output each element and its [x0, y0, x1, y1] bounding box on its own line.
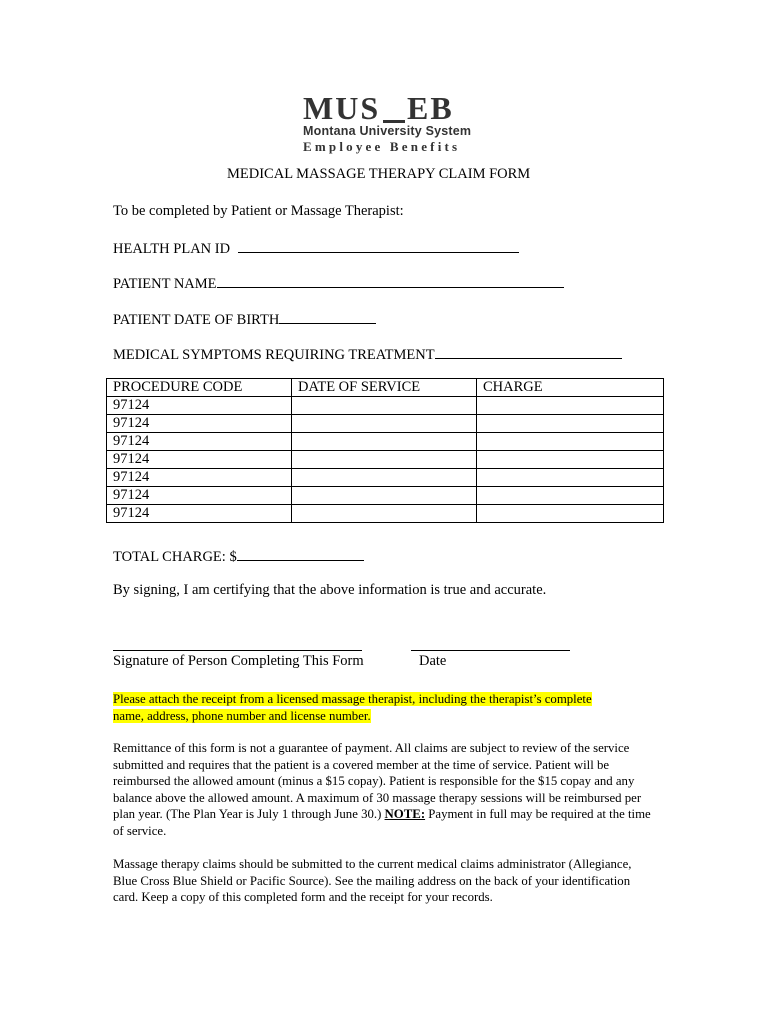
header-charge: CHARGE [477, 379, 664, 397]
procedure-code-cell: 97124 [107, 451, 292, 469]
date-of-service-cell[interactable] [292, 433, 477, 451]
table-row [107, 469, 664, 487]
date-of-service-cell[interactable] [292, 505, 477, 523]
logo-underscore [383, 120, 405, 123]
table-row [107, 451, 664, 469]
patient-name-label: PATIENT NAME [113, 276, 217, 292]
date-of-service-cell[interactable] [292, 487, 477, 505]
health-plan-id-row [113, 238, 519, 258]
procedure-code-cell: 97124 [107, 469, 292, 487]
date-of-service-cell[interactable] [292, 469, 477, 487]
submission-paragraph: Massage therapy claims should be submitted to the current medical claims administrator (Allegiance, Blue Cross Blue Shield or Pacific Source). See the mailing address on the back of your identification card. Keep a copy of this completed form and the receipt for your records. [113, 857, 632, 904]
health-plan-id-field[interactable] [238, 238, 519, 253]
dob-label: PATIENT DATE OF BIRTH [113, 312, 280, 328]
mus-eb-logo [303, 92, 473, 155]
receipt-notice-line1: Please attach the receipt from a licensed massage therapist, including the therapist’s complete [113, 692, 592, 706]
table-row [107, 397, 664, 415]
total-charge-row [113, 546, 364, 566]
procedure-code-cell: 97124 [107, 505, 292, 523]
remittance-paragraph [113, 740, 658, 839]
health-plan-id-label: HEALTH PLAN ID [113, 241, 231, 257]
charge-cell[interactable] [477, 469, 664, 487]
note-label: NOTE: [384, 807, 426, 821]
total-charge-label: TOTAL CHARGE: $ [113, 549, 237, 565]
charge-cell[interactable] [477, 451, 664, 469]
table-header-row [107, 379, 664, 397]
remittance-text: Remittance of this form is not a guarantee of payment. All claims are subject to review of the service submitted and requires that the patient is a covered member at the time of service. Patient will be reimbursed the allowed amount (minus a $15 copay). Patient is responsible for the $15 copay and any balance above the allowed amount. A maximum of 30 massage therapy sessions will be reimbursed per plan year. (The Plan Year is July 1 through June 30.) [113, 741, 642, 821]
procedure-table [106, 378, 664, 523]
procedure-code-cell: 97124 [107, 487, 292, 505]
table-row [107, 487, 664, 505]
receipt-notice [113, 691, 653, 725]
header-date-of-service: DATE OF SERVICE [292, 379, 477, 397]
patient-name-row [113, 273, 564, 293]
date-of-service-cell[interactable] [292, 415, 477, 433]
table-row [107, 433, 664, 451]
date-label: Date [419, 653, 447, 669]
date-of-service-cell[interactable] [292, 397, 477, 415]
dob-row [113, 309, 376, 329]
dob-field[interactable] [279, 309, 376, 324]
logo-mus-text: MUS [303, 90, 381, 126]
symptoms-field[interactable] [435, 344, 622, 359]
receipt-notice-line2: name, address, phone number and license number. [113, 709, 371, 723]
patient-name-field[interactable] [217, 273, 564, 288]
date-line[interactable] [411, 650, 570, 651]
procedure-code-cell: 97124 [107, 397, 292, 415]
procedure-code-cell: 97124 [107, 433, 292, 451]
signature-line[interactable] [113, 650, 362, 651]
symptoms-label: MEDICAL SYMPTOMS REQUIRING TREATMENT [113, 347, 435, 363]
total-charge-field[interactable] [237, 546, 364, 561]
certification-statement: By signing, I am certifying that the above information is true and accurate. [113, 582, 547, 598]
symptoms-row [113, 344, 622, 364]
charge-cell[interactable] [477, 397, 664, 415]
charge-cell[interactable] [477, 487, 664, 505]
header-procedure-code: PROCEDURE CODE [107, 379, 292, 397]
logo-system-name: Montana University System [303, 124, 472, 138]
table-row [107, 505, 664, 523]
form-intro: To be completed by Patient or Massage Therapist: [113, 203, 404, 219]
logo-benefits-text: Employee Benefits [303, 139, 461, 154]
form-title: MEDICAL MASSAGE THERAPY CLAIM FORM [227, 166, 531, 182]
remittance-note-text: Payment in full may be required at the time of service. [113, 807, 651, 838]
procedure-code-cell: 97124 [107, 415, 292, 433]
date-of-service-cell[interactable] [292, 451, 477, 469]
logo-eb-text: EB [407, 90, 454, 126]
table-row [107, 415, 664, 433]
charge-cell[interactable] [477, 415, 664, 433]
signature-label: Signature of Person Completing This Form [113, 653, 364, 669]
charge-cell[interactable] [477, 505, 664, 523]
charge-cell[interactable] [477, 433, 664, 451]
